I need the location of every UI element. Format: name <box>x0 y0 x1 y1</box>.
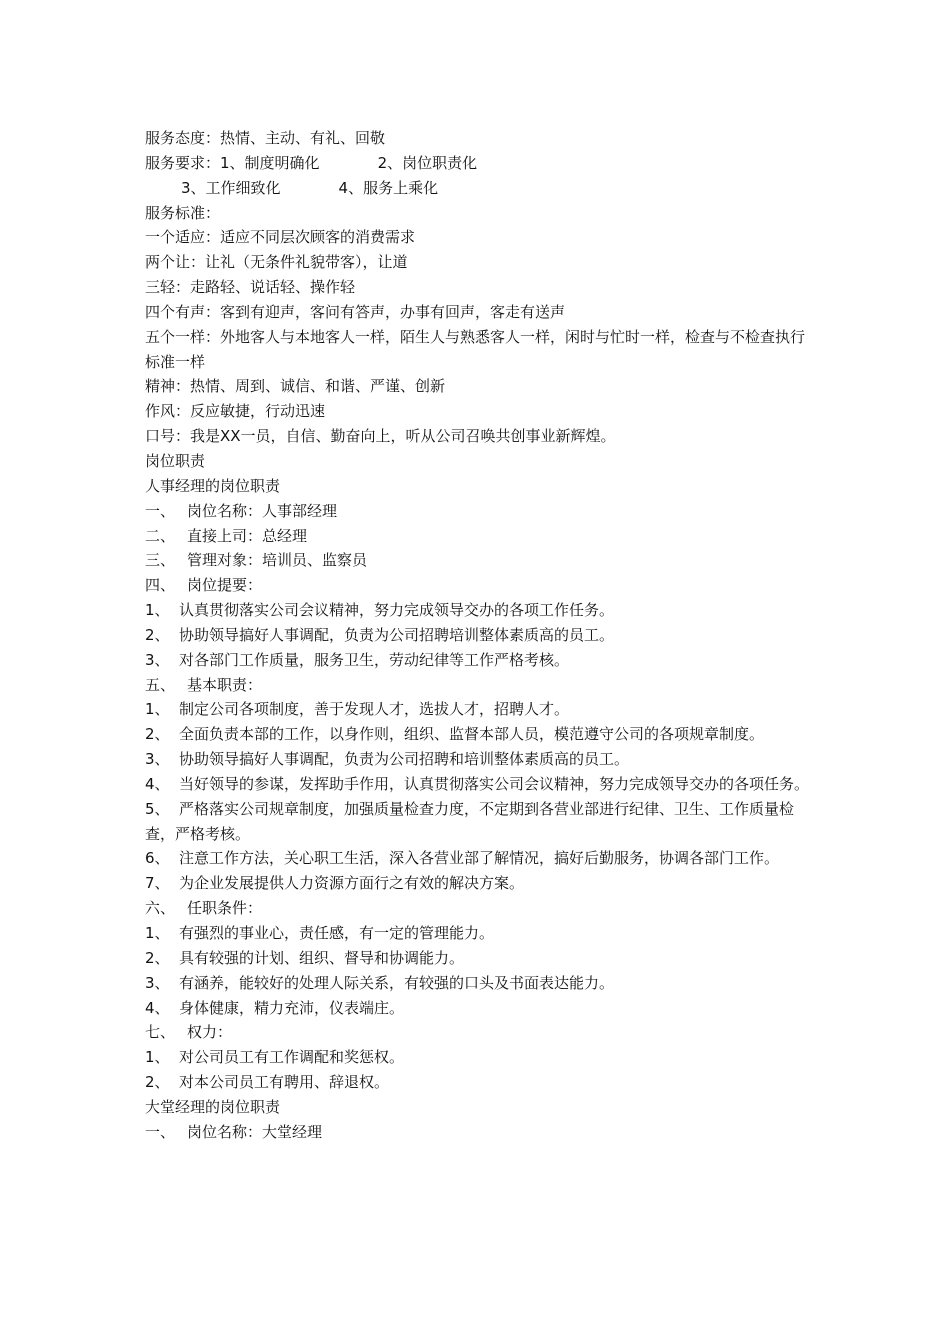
hr-section-2: 二、 直接上司：总经理 <box>145 526 308 545</box>
list-item: 2、 对本公司员工有聘用、辞退权。 <box>145 1073 390 1092</box>
standard-item: 五个一样：外地客人与本地客人一样，陌生人与熟悉客人一样，闲时与忙时一样，检查与不检查执行标准一样 <box>145 327 806 371</box>
standard-item: 作风：反应敏捷，行动迅速 <box>145 402 326 421</box>
hr-section-1: 一、 岗位名称：人事部经理 <box>145 501 338 520</box>
hr-manager-title: 人事经理的岗位职责 <box>145 476 281 495</box>
hr-section-5: 五、 基本职责： <box>145 675 263 694</box>
list-item: 6、 注意工作方法，关心职工生活，深入各营业部了解情况，搞好后勤服务，协调各部门工作。 <box>145 849 780 868</box>
list-item: 1、 对公司员工有工作调配和奖惩权。 <box>145 1048 405 1067</box>
standard-item: 精神：热情、周到、诚信、和谐、严谨、创新 <box>145 377 446 396</box>
service-requirements-row1 <box>145 151 810 176</box>
lobby-manager-title: 大堂经理的岗位职责 <box>145 1097 281 1116</box>
list-item: 2、 具有较强的计划、组织、督导和协调能力。 <box>145 948 465 967</box>
service-attitude: 服务态度：热情、主动、有礼、回敬 <box>145 129 386 147</box>
list-item: 2、 协助领导搞好人事调配，负责为公司招聘培训整体素质高的员工。 <box>145 625 615 644</box>
list-item: 1、 制定公司各项制度，善于发现人才，选拔人才，招聘人才。 <box>145 700 570 719</box>
standard-item: 一个适应：适应不同层次顾客的消费需求 <box>145 228 416 247</box>
list-item: 3、 协助领导搞好人事调配，负责为公司招聘和培训整体素质高的员工。 <box>145 750 630 769</box>
service-requirements-label: 服务要求： <box>145 153 221 172</box>
list-item: 4、 身体健康，精力充沛，仪表端庄。 <box>145 998 405 1017</box>
list-item: 1、 有强烈的事业心，责任感，有一定的管理能力。 <box>145 924 495 942</box>
service-standards-title: 服务标准： <box>145 203 221 222</box>
requirement-item-4: 4、服务上乘化 <box>338 178 439 197</box>
list-item: 5、 严格落实公司规章制度，加强质量检查力度，不定期到各营业部进行纪律、卫生、工作质量检查，严格考核。 <box>145 799 795 843</box>
requirement-item-1: 1、制度明确化 <box>220 153 320 172</box>
list-item: 3、 有涵养，能较好的处理人际关系，有较强的口头及书面表达能力。 <box>145 973 615 992</box>
hr-section-6: 六、 任职条件： <box>145 899 263 918</box>
standard-item: 四个有声：客到有迎声，客问有答声，办事有回声，客走有送声 <box>145 302 566 321</box>
requirement-item-3: 3、工作细致化 <box>181 178 281 197</box>
hr-section-7: 七、 权力： <box>145 1023 233 1042</box>
service-requirements-row2 <box>145 176 810 201</box>
standard-item: 三轻：走路轻、说话轻、操作轻 <box>145 278 356 297</box>
list-item: 4、 当好领导的参谋，发挥助手作用，认真贯彻落实公司会议精神，努力完成领导交办的各项任务。 <box>145 774 810 793</box>
requirement-item-2: 2、岗位职责化 <box>377 153 478 172</box>
duties-title: 岗位职责 <box>145 451 206 470</box>
hr-section-4: 四、 岗位提要： <box>145 576 263 595</box>
list-item: 3、 对各部门工作质量，服务卫生，劳动纪律等工作严格考核。 <box>145 650 570 669</box>
standard-item: 口号：我是XX一员，自信、勤奋向上，听从公司召唤共创事业新辉煌。 <box>145 427 616 446</box>
hr-section-3: 三、 管理对象：培训员、监察员 <box>145 551 368 570</box>
standard-item: 两个让：让礼（无条件礼貌带客），让道 <box>145 253 408 272</box>
list-item: 2、 全面负责本部的工作，以身作则，组织、监督本部人员，模范遵守公司的各项规章制度。 <box>145 725 765 744</box>
list-item: 7、 为企业发展提供人力资源方面行之有效的解决方案。 <box>145 874 525 893</box>
lobby-section-1: 一、 岗位名称：大堂经理 <box>145 1122 323 1141</box>
list-item: 1、 认真贯彻落实公司会议精神，努力完成领导交办的各项工作任务。 <box>145 601 615 620</box>
